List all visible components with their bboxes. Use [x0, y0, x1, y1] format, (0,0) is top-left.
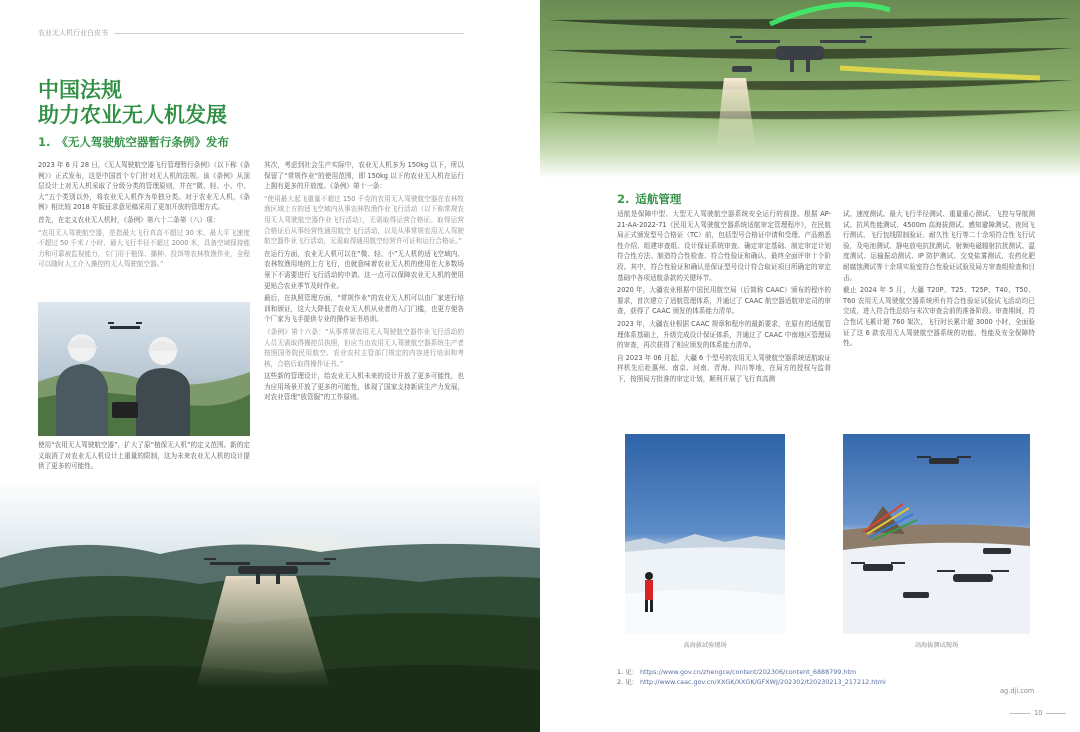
header-rule	[114, 33, 464, 34]
page-title	[38, 78, 227, 128]
footnote-label: 2. 见：	[617, 678, 638, 686]
section1-col1	[38, 160, 250, 272]
running-header	[38, 28, 464, 38]
section1-col1-after-photo	[38, 440, 250, 474]
photo-high-altitude-1	[625, 434, 785, 634]
paragraph: 2023 年 6 月 28 日，《无人驾驶航空器飞行管理暂行条例》（以下称《条例》）正式发布，这是中国首个专门针对无人机的法规。该《条例》从顶层设计上对无人机采取了分级分类的管理原则，并在“微、轻、小、中、大”五个类别以外，将农业无人机作为单独分类。对于农业无人机，《条例》相比较 2018 年版征求意见稿采用了更加开放的管理方式。	[38, 161, 250, 212]
section2-heading	[617, 191, 681, 207]
paragraph: 最后，在执照管理方面，“常规作业”的农业无人机可以由厂家进行培训和颁证，这大大降低了农业无人机从业者的入门门槛，也更方便各个厂家为飞手提供专业的操作证书培训。	[264, 294, 464, 324]
quote-article-11: “使用最大起飞重量不超过 150 千克的农用无人驾驶航空器在农林牧渔区域上方的适飞空域内从事农林牧渔作业飞行活动（以下称常规农用无人驾驶航空器作业飞行活动），无需取得运营合格证。取得运营合格证后从事经营性通用航空飞行活动，以及从事常规农用无人驾驶航空器作业飞行活动，无需取得通用航空经营许可证和运行合格证。”	[264, 194, 464, 246]
paragraph: 使用“农用无人驾驶航空器”，扩大了原“植保无人机”的定义范围。新的定义取消了对农业无人机设计上重量的限制，这为未来农业无人机的设计提供了更多的可能性。	[38, 441, 250, 471]
page-rule	[1010, 713, 1030, 714]
section2-number: 2.	[617, 192, 630, 206]
section1-number: 1.	[38, 135, 51, 149]
paragraph: 这些新的管理设计，给农业无人机未来的设计开放了更多可能性，也为应用场景开放了更多的可能性，体现了国家支持新质生产力发展，对农业管理“放管服”的工作原则。	[264, 372, 464, 402]
running-title: 农业无人机行业白皮书	[38, 29, 108, 37]
footnote-1	[617, 667, 947, 677]
paragraph: 2023 年，大疆农业根据 CAAC 规章和程序的最新要求，在原有的适航管理体系基础上，升级完成设计保证体系，并通过了 CAAC 中南地区管理局的审查，再次获得了相应颁发的体系能力清单。	[617, 319, 831, 350]
caption-photo-2: 高海拔测试现场	[914, 642, 959, 649]
caption-photo-1: 高海拔试验现场	[683, 642, 727, 649]
paragraph: 截止 2024 年 5 月，大疆 T20P、T25、T25P、T40、T50、T60 农用无人驾驶航空器系统所有符合性验证试验试飞活动均已完成，进入符合性总结与末次审查会前的准备阶段。审查期间，符合性试飞累计超 760 架次，飞行时长累计超 3000 小时，全面验证了这 6 款农用无人驾驶航空器系统的功能、性能及安全保障特性。	[843, 286, 1035, 348]
section2-col1	[617, 209, 831, 387]
quote-article-62: “农用无人驾驶航空器，是指最大飞行真高不超过 30 米、最大平飞速度不超过 50 千米 / 小时、最大飞行半径不超过 2000 米，具备空域保持能力和可靠被监视能力，专门用于植保、播种、投饵等农林牧渔作业，全程可以随时人工介入操控的无人驾驶航空器。”	[38, 228, 250, 269]
paragraph: 试、速度测试、最大飞行半径测试、重量重心测试、飞控与导航测试、抗风性能测试、4500m 高海拔测试、感知避障测试、夜间飞行测试、飞行包线限制验证、耐久性飞行等二十余项符合性飞行试验，及电池测试、静电放电抗扰测试、射频电磁辐射抗扰测试、温度测试、运输振动测试、IP 防护测试、交变盐雾测试、农药化肥耐腐蚀测试等十余项实验室符合性验证试验及局方审查组检查和目击。	[843, 210, 1035, 282]
page-number: 10	[1034, 709, 1043, 717]
paragraph: 2020 年，大疆农业根据中国民用航空局（后简称 CAAC）颁布的程序的要求，首次建立了适航管理体系，并通过了 CAAC 航空器适航审定司的审查，获得了 CAAC 颁发的体系能力清单。	[617, 286, 831, 316]
section2-title: 适航管理	[635, 192, 682, 206]
photo-field-drone	[540, 0, 1080, 178]
footnote-link[interactable]: https://www.gov.cn/zhengce/content/202306/content_6888799.htm	[639, 668, 857, 676]
section1-heading	[38, 134, 229, 150]
page-title-line2: 助力农业无人机发展	[38, 103, 227, 127]
page-number-block	[1010, 709, 1066, 717]
site-url: ag.dji.com	[1000, 687, 1035, 695]
section1-col2	[264, 160, 464, 405]
section2-col2	[843, 209, 1035, 351]
quote-article-16: 《条例》第十六条：“从事常规农用无人驾驶航空器作业飞行活动的人员无需取得操控员执照，但应当由农用无人驾驶航空器系统生产者按照国务院民用航空、农业农村主管部门规定的内容进行培训和考核，合格后取得操作证书。”	[264, 327, 464, 368]
photo-high-altitude-2	[843, 434, 1030, 634]
section1-title: 《无人驾驶航空器暂行条例》发布	[56, 135, 229, 149]
footnote-label: 1. 见：	[617, 668, 638, 676]
footnote-link[interactable]: http://www.caac.gov.cn/XXGK/XXGK/GFXWJ/202302/t20230213_217212.html	[639, 678, 886, 686]
page-rule	[1046, 713, 1066, 714]
paragraph: 自 2023 年 06 月起，大疆 6 个型号的农用无人驾驶航空器系统适航取证样机先后赴惠州、南京、河南、青海、四川等地，在局方的授权与监督下，按照局方批准的审定计划，顺利开展了飞行真高测	[617, 353, 831, 383]
paragraph: 适航是保障中型、大型无人驾驶航空器系统安全运行的前提。根据 AP-21-AA-2022-71《民用无人驾驶航空器系统适航审定管理程序》，在民航局正式颁发型号合格证（TC）前，包括型号合格证申请和受理、产品熟悉性介绍、组建审查组、设计保证系统审查、确定审定基础、制定审定计划符合性方法、制造符合性检查、符合性验证和确认、最终全面评审十个阶段。其中，符合性验证和确认是保证型号设计符合取证项目所确定的审定基础中各项适航条款的关键环节。	[617, 210, 831, 282]
paragraph: 在运行方面，农业无人机可以在“微、轻、小”无人机的适飞空域内、农林牧渔用地的上方飞行，也就意味着农业无人机的使用在大多数场景下不需要进行飞行活动的申请。这一点可以保障农业无人机的使用更贴合农业季节及时作业。	[264, 249, 464, 290]
page-title-line1: 中国法规	[38, 78, 122, 102]
photo-sunset-spraying	[0, 478, 540, 732]
paragraph: 首先，在定义农业无人机时，《条例》第六十二条第（八）项：	[38, 215, 220, 224]
footnote-2	[617, 677, 947, 687]
paragraph: 其次，考虑到社会生产实际中，农业无人机多为 150kg 以下，所以保留了“常规作业”的使用范围，即 150kg 以下的农业无人机在运行上拥有更多的开放度。《条例》第十一条：	[264, 161, 464, 191]
photo-operators	[38, 302, 250, 436]
footnotes	[617, 667, 947, 687]
